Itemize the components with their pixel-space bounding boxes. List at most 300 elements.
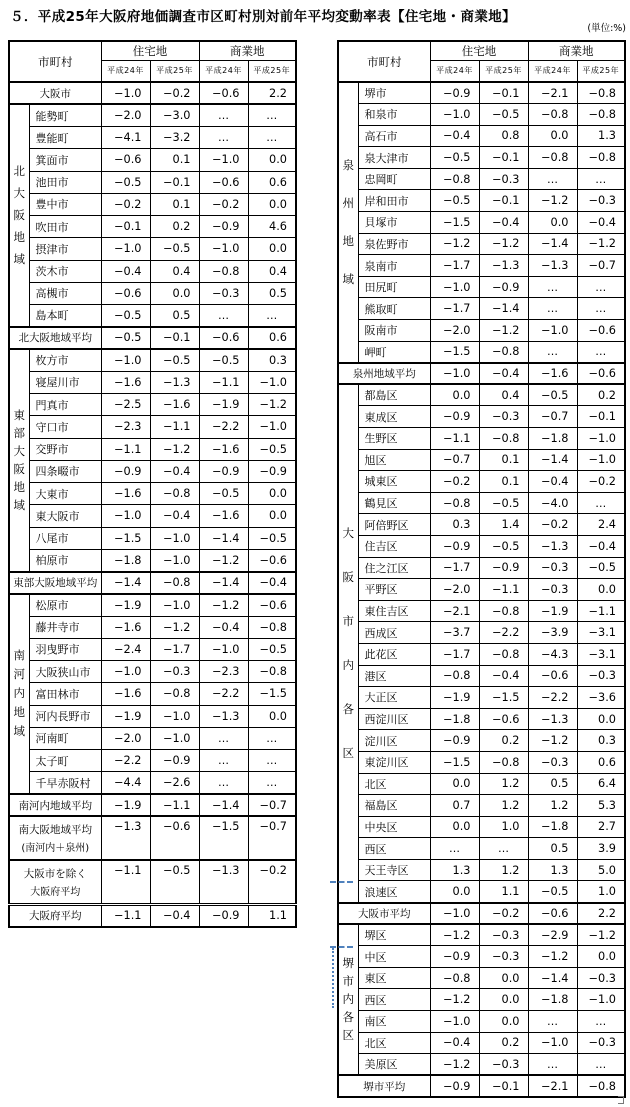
table-row xyxy=(9,416,296,438)
table-row xyxy=(9,616,296,638)
value-cell: −0.4 xyxy=(479,665,528,687)
value-cell: 0.0 xyxy=(430,773,479,795)
region-label-char: 地 xyxy=(13,479,25,494)
city-name-cell: 港区 xyxy=(358,665,430,687)
col-header-year: 平成25年 xyxy=(479,60,528,82)
unit-note: (単位:%) xyxy=(587,23,626,34)
value-cell: 0.8 xyxy=(479,125,528,147)
value-cell: −0.9 xyxy=(248,460,296,482)
region-label xyxy=(9,349,29,572)
table-row xyxy=(338,946,625,968)
value-cell: −1.3 xyxy=(101,816,150,860)
value-cell: −0.8 xyxy=(577,104,625,126)
value-cell: −0.5 xyxy=(248,638,296,660)
value-cell: −0.8 xyxy=(150,483,199,505)
region-label-chars xyxy=(339,957,358,1042)
table-row xyxy=(338,384,625,406)
value-cell: −0.2 xyxy=(577,471,625,493)
value-cell: −0.6 xyxy=(101,149,150,171)
city-name-cell: 和泉市 xyxy=(358,104,430,126)
col-header-commercial: 商業地 xyxy=(528,41,625,60)
value-cell: 0.0 xyxy=(248,705,296,727)
value-cell: −1.4 xyxy=(528,967,577,989)
value-cell: −1.2 xyxy=(479,233,528,255)
value-cell: −0.8 xyxy=(528,104,577,126)
value-cell: −1.0 xyxy=(199,638,248,660)
value-cell: −0.2 xyxy=(528,514,577,536)
city-name-cell: 中区 xyxy=(358,946,430,968)
value-cell: −0.8 xyxy=(577,82,625,104)
page-break-dash-vertical xyxy=(332,948,334,1008)
value-cell: −2.3 xyxy=(101,416,150,438)
value-cell: −0.5 xyxy=(101,327,150,349)
value-cell: −0.9 xyxy=(430,82,479,104)
value-cell: −0.9 xyxy=(479,557,528,579)
value-cell: 0.7 xyxy=(430,795,479,817)
page-corner-mark xyxy=(618,1096,624,1104)
value-cell: −1.5 xyxy=(430,341,479,363)
value-cell: −3.6 xyxy=(577,687,625,709)
value-cell: −4.3 xyxy=(528,643,577,665)
value-cell: −0.9 xyxy=(430,730,479,752)
value-cell: −0.5 xyxy=(248,438,296,460)
value-cell: … xyxy=(528,276,577,298)
value-cell: −0.7 xyxy=(248,794,296,816)
value-cell: −2.5 xyxy=(101,394,150,416)
region-label-char: 阪 xyxy=(13,461,25,476)
city-name-cell: 泉南市 xyxy=(358,255,430,277)
table-row xyxy=(9,860,296,904)
value-cell: −2.1 xyxy=(528,82,577,104)
city-name-cell: 枚方市 xyxy=(29,349,101,371)
value-cell: −1.7 xyxy=(150,638,199,660)
value-cell: −1.7 xyxy=(430,298,479,320)
value-cell: −0.8 xyxy=(479,428,528,450)
value-cell: −0.8 xyxy=(479,341,528,363)
value-cell: −0.5 xyxy=(248,527,296,549)
value-cell: −0.5 xyxy=(101,305,150,327)
value-cell: −1.1 xyxy=(101,438,150,460)
value-cell: −1.1 xyxy=(101,904,150,926)
value-cell: −1.0 xyxy=(199,238,248,260)
value-cell: −0.8 xyxy=(430,492,479,514)
value-cell: −1.9 xyxy=(430,687,479,709)
region-label-char: 州 xyxy=(342,195,354,210)
value-cell: −1.3 xyxy=(528,255,577,277)
table-row xyxy=(338,838,625,860)
value-cell: −1.3 xyxy=(199,860,248,904)
value-cell: −0.9 xyxy=(199,216,248,238)
value-cell: −0.9 xyxy=(430,535,479,557)
value-cell: 1.2 xyxy=(479,859,528,881)
region-label-char: 阪 xyxy=(13,208,25,222)
table-row xyxy=(9,483,296,505)
value-cell: … xyxy=(577,168,625,190)
region-label-char: 東 xyxy=(13,407,25,422)
value-cell: −1.2 xyxy=(150,616,199,638)
city-name-cell: 生野区 xyxy=(358,428,430,450)
table-row xyxy=(338,406,625,428)
region-label-char: 部 xyxy=(13,425,25,440)
city-name-cell: 堺市 xyxy=(358,82,430,104)
value-cell: −1.5 xyxy=(430,212,479,234)
value-cell: −0.4 xyxy=(248,572,296,594)
value-cell: 1.0 xyxy=(577,881,625,903)
value-cell: −0.6 xyxy=(199,82,248,104)
value-cell: −1.0 xyxy=(150,705,199,727)
value-cell: −1.4 xyxy=(528,449,577,471)
value-cell: −1.0 xyxy=(430,1011,479,1033)
region-label-char: 大 xyxy=(13,186,25,200)
value-cell: … xyxy=(528,1054,577,1076)
value-cell: … xyxy=(199,127,248,149)
value-cell: −1.0 xyxy=(101,661,150,683)
value-cell: … xyxy=(199,305,248,327)
city-name-cell: 西淀川区 xyxy=(358,708,430,730)
table-row xyxy=(338,147,625,169)
col-header-year: 平成25年 xyxy=(248,60,296,82)
value-cell: −0.4 xyxy=(430,125,479,147)
value-cell: −1.9 xyxy=(199,394,248,416)
table-row xyxy=(9,82,296,104)
table-row xyxy=(338,190,625,212)
region-label-chars xyxy=(339,159,358,286)
city-name-cell: 都島区 xyxy=(358,384,430,406)
table-row xyxy=(9,282,296,304)
value-cell: −1.2 xyxy=(248,394,296,416)
value-cell: −1.1 xyxy=(430,428,479,450)
value-cell: −1.0 xyxy=(101,349,150,371)
col-header-year: 平成24年 xyxy=(199,60,248,82)
value-cell: 0.5 xyxy=(528,838,577,860)
value-cell: −0.1 xyxy=(150,327,199,349)
table-row xyxy=(338,535,625,557)
value-cell: −1.6 xyxy=(199,438,248,460)
col-header-year: 平成24年 xyxy=(528,60,577,82)
summary-label-cell xyxy=(338,903,430,925)
value-cell: −1.0 xyxy=(101,238,150,260)
city-name-cell: 淀川区 xyxy=(358,730,430,752)
value-cell: … xyxy=(528,341,577,363)
value-cell: −0.7 xyxy=(577,255,625,277)
value-cell: −0.1 xyxy=(479,147,528,169)
value-cell: −0.9 xyxy=(199,460,248,482)
value-cell: … xyxy=(199,750,248,772)
value-cell: −2.0 xyxy=(101,727,150,749)
value-cell: −1.5 xyxy=(101,527,150,549)
city-name-cell: 西成区 xyxy=(358,622,430,644)
value-cell: −0.4 xyxy=(101,260,150,282)
value-cell: −2.0 xyxy=(430,579,479,601)
region-label-char: 地 xyxy=(13,705,25,720)
region-label xyxy=(338,82,358,363)
table-row xyxy=(9,904,296,926)
value-cell: −1.9 xyxy=(101,794,150,816)
col-header-residential: 住宅地 xyxy=(101,41,199,60)
summary-label-line1: 大阪府平均 xyxy=(29,910,82,923)
value-cell: −1.0 xyxy=(577,989,625,1011)
value-cell: −1.6 xyxy=(101,616,150,638)
value-cell: −1.2 xyxy=(199,549,248,571)
city-name-cell: 摂津市 xyxy=(29,238,101,260)
summary-label-line1: 南河内地域平均 xyxy=(18,799,92,812)
value-cell: −2.2 xyxy=(528,687,577,709)
city-name-cell: 東淀川区 xyxy=(358,751,430,773)
value-cell: … xyxy=(248,727,296,749)
value-cell: −1.0 xyxy=(150,549,199,571)
city-name-cell: 島本町 xyxy=(29,305,101,327)
region-label-char: 地 xyxy=(13,230,25,244)
value-cell: −0.1 xyxy=(101,216,150,238)
region-label-chars xyxy=(339,527,358,760)
value-cell: −1.0 xyxy=(199,149,248,171)
value-cell: −0.2 xyxy=(101,193,150,215)
value-cell: 0.6 xyxy=(248,171,296,193)
table-row xyxy=(338,233,625,255)
table-row xyxy=(9,438,296,460)
table-row xyxy=(9,705,296,727)
value-cell: −1.3 xyxy=(199,705,248,727)
value-cell: −0.5 xyxy=(479,104,528,126)
city-name-cell: 住之江区 xyxy=(358,557,430,579)
value-cell: −1.2 xyxy=(479,320,528,342)
value-cell: 0.5 xyxy=(150,305,199,327)
summary-label-cell xyxy=(9,904,101,926)
value-cell: 4.6 xyxy=(248,216,296,238)
region-label-char: 域 xyxy=(342,271,354,286)
city-name-cell: 大阪狭山市 xyxy=(29,661,101,683)
city-name-cell: 高石市 xyxy=(358,125,430,147)
header-row xyxy=(338,41,625,60)
value-cell: −0.5 xyxy=(577,557,625,579)
value-cell: 0.4 xyxy=(248,260,296,282)
table-row xyxy=(9,572,296,594)
table-row xyxy=(338,881,625,903)
region-label-char: 北 xyxy=(13,164,25,178)
value-cell: −1.1 xyxy=(199,371,248,393)
value-cell: −0.5 xyxy=(150,238,199,260)
right-data-table xyxy=(337,40,626,1098)
value-cell: −0.3 xyxy=(528,751,577,773)
col-header-residential: 住宅地 xyxy=(430,41,528,60)
value-cell: 0.0 xyxy=(248,505,296,527)
value-cell: 0.5 xyxy=(528,773,577,795)
summary-label-cell xyxy=(9,816,101,860)
value-cell: −1.6 xyxy=(199,505,248,527)
city-name-cell: 交野市 xyxy=(29,438,101,460)
city-name-cell: 岬町 xyxy=(358,341,430,363)
value-cell: −0.8 xyxy=(479,751,528,773)
value-cell: 0.0 xyxy=(248,483,296,505)
value-cell: −1.2 xyxy=(577,924,625,946)
value-cell: −1.4 xyxy=(528,233,577,255)
city-name-cell: 田尻町 xyxy=(358,276,430,298)
city-name-cell: 西区 xyxy=(358,838,430,860)
value-cell: −0.3 xyxy=(199,282,248,304)
city-name-cell: 豊中市 xyxy=(29,193,101,215)
summary-label-cell xyxy=(338,1075,430,1097)
table-row xyxy=(338,600,625,622)
summary-label-line1: 大阪市 xyxy=(39,87,71,100)
city-name-cell: 平野区 xyxy=(358,579,430,601)
city-name-cell: 能勢町 xyxy=(29,104,101,126)
value-cell: … xyxy=(248,750,296,772)
table-row xyxy=(338,125,625,147)
value-cell: −1.3 xyxy=(150,371,199,393)
value-cell: −0.4 xyxy=(150,505,199,527)
table-row xyxy=(338,643,625,665)
value-cell: … xyxy=(479,838,528,860)
value-cell: … xyxy=(577,1011,625,1033)
value-cell: … xyxy=(577,276,625,298)
region-label xyxy=(9,594,29,794)
table-row xyxy=(9,327,296,349)
value-cell: −1.6 xyxy=(101,683,150,705)
city-name-cell: 箕面市 xyxy=(29,149,101,171)
table-row xyxy=(338,514,625,536)
value-cell: −0.4 xyxy=(199,616,248,638)
table-row xyxy=(338,1054,625,1076)
value-cell: −0.4 xyxy=(150,460,199,482)
table-row xyxy=(9,661,296,683)
value-cell: 0.3 xyxy=(577,730,625,752)
table-row xyxy=(338,212,625,234)
value-cell: −1.0 xyxy=(430,903,479,925)
value-cell: −0.8 xyxy=(430,665,479,687)
summary-label-line1: 南大阪地域平均 xyxy=(18,824,92,837)
value-cell: −3.2 xyxy=(150,127,199,149)
table-row xyxy=(338,903,625,925)
city-name-cell: 貝塚市 xyxy=(358,212,430,234)
value-cell: −2.1 xyxy=(430,600,479,622)
value-cell: −0.4 xyxy=(430,1032,479,1054)
value-cell: −0.6 xyxy=(528,903,577,925)
table-row xyxy=(338,795,625,817)
table-row xyxy=(338,687,625,709)
table-row xyxy=(338,471,625,493)
value-cell: −1.2 xyxy=(430,233,479,255)
value-cell: −1.2 xyxy=(199,594,248,616)
value-cell: −0.6 xyxy=(577,363,625,385)
value-cell: 1.0 xyxy=(479,816,528,838)
value-cell: −0.9 xyxy=(101,460,150,482)
value-cell: −0.9 xyxy=(430,1075,479,1097)
table-row xyxy=(9,394,296,416)
value-cell: −1.9 xyxy=(528,600,577,622)
value-cell: −0.3 xyxy=(577,1032,625,1054)
value-cell: −3.1 xyxy=(577,622,625,644)
value-cell: −2.0 xyxy=(430,320,479,342)
value-cell: −1.1 xyxy=(150,416,199,438)
value-cell: 0.0 xyxy=(150,282,199,304)
value-cell: 3.9 xyxy=(577,838,625,860)
value-cell: … xyxy=(577,298,625,320)
value-cell: 0.0 xyxy=(479,989,528,1011)
city-name-cell: 中央区 xyxy=(358,816,430,838)
city-name-cell: 藤井寺市 xyxy=(29,616,101,638)
col-header-year: 平成24年 xyxy=(430,60,479,82)
summary-label-line1: 堺市平均 xyxy=(363,1080,406,1093)
value-cell: −0.8 xyxy=(430,967,479,989)
value-cell: −0.6 xyxy=(199,171,248,193)
summary-label-cell xyxy=(9,572,101,594)
city-name-cell: 羽曳野市 xyxy=(29,638,101,660)
col-header-city: 市町村 xyxy=(338,41,430,82)
city-name-cell: 吹田市 xyxy=(29,216,101,238)
value-cell: −1.7 xyxy=(430,557,479,579)
value-cell: −0.1 xyxy=(150,171,199,193)
value-cell: 5.0 xyxy=(577,859,625,881)
table-row xyxy=(338,82,625,104)
left-data-table xyxy=(8,40,297,928)
summary-label-line1: 東部大阪地域平均 xyxy=(13,577,98,590)
value-cell: −1.0 xyxy=(150,727,199,749)
city-name-cell: 柏原市 xyxy=(29,549,101,571)
value-cell: −1.0 xyxy=(528,320,577,342)
value-cell: −0.1 xyxy=(479,190,528,212)
region-label-char: 各 xyxy=(342,701,354,716)
table-row xyxy=(9,527,296,549)
table-row xyxy=(9,193,296,215)
summary-label-cell xyxy=(9,794,101,816)
value-cell: −1.6 xyxy=(528,363,577,385)
value-cell: −1.8 xyxy=(528,428,577,450)
city-name-cell: 西区 xyxy=(358,989,430,1011)
value-cell: 0.5 xyxy=(248,282,296,304)
table-row xyxy=(338,255,625,277)
value-cell: 2.7 xyxy=(577,816,625,838)
city-name-cell: 鶴見区 xyxy=(358,492,430,514)
value-cell: −1.2 xyxy=(430,924,479,946)
region-label-char: 域 xyxy=(13,724,25,739)
value-cell: −0.4 xyxy=(479,212,528,234)
value-cell: −4.1 xyxy=(101,127,150,149)
value-cell: −0.6 xyxy=(150,816,199,860)
city-name-cell: 泉大津市 xyxy=(358,147,430,169)
value-cell: −0.5 xyxy=(150,349,199,371)
value-cell: −1.2 xyxy=(528,190,577,212)
value-cell: −0.5 xyxy=(528,881,577,903)
value-cell: 0.0 xyxy=(430,816,479,838)
value-cell: −1.0 xyxy=(101,505,150,527)
table-row xyxy=(9,772,296,794)
city-name-cell: 美原区 xyxy=(358,1054,430,1076)
value-cell: −0.6 xyxy=(479,708,528,730)
value-cell: −0.2 xyxy=(150,82,199,104)
value-cell: −1.4 xyxy=(199,527,248,549)
city-name-cell: 大東市 xyxy=(29,483,101,505)
value-cell: −2.2 xyxy=(199,683,248,705)
table-row xyxy=(338,168,625,190)
value-cell: −0.1 xyxy=(479,82,528,104)
table-row xyxy=(9,149,296,171)
value-cell: −0.6 xyxy=(101,282,150,304)
value-cell: −1.2 xyxy=(430,1054,479,1076)
value-cell: −0.3 xyxy=(150,661,199,683)
value-cell: −2.3 xyxy=(199,661,248,683)
value-cell: 0.0 xyxy=(479,1011,528,1033)
value-cell: −1.0 xyxy=(150,594,199,616)
table-body xyxy=(338,82,625,1097)
value-cell: −2.2 xyxy=(479,622,528,644)
region-label-char: 区 xyxy=(342,745,354,760)
value-cell: −0.5 xyxy=(528,384,577,406)
region-label-char: 内 xyxy=(342,992,354,1007)
table-row xyxy=(9,505,296,527)
city-name-cell: 堺区 xyxy=(358,924,430,946)
region-label-char: 市 xyxy=(342,613,354,628)
value-cell: −0.8 xyxy=(248,661,296,683)
